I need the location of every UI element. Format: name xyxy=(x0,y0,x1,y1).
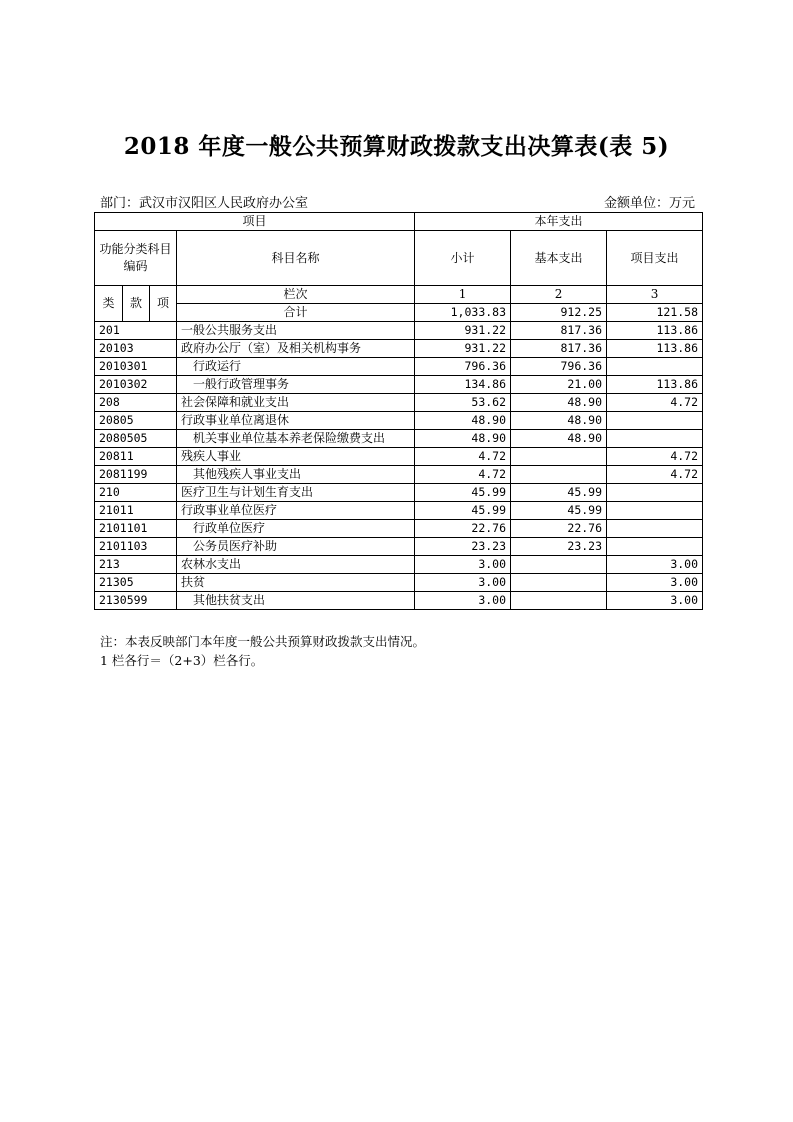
row-code: 2081199 xyxy=(95,466,177,484)
budget-table xyxy=(94,212,703,610)
total-basic: 912.25 xyxy=(511,304,607,322)
row-code: 20103 xyxy=(95,340,177,358)
table-row xyxy=(95,358,703,376)
row-code: 2080505 xyxy=(95,430,177,448)
row-basic xyxy=(511,466,607,484)
row-code: 201 xyxy=(95,322,177,340)
table-row xyxy=(95,394,703,412)
header-row-3 xyxy=(95,286,703,304)
row-code: 2101101 xyxy=(95,520,177,538)
row-subtotal: 3.00 xyxy=(415,556,511,574)
amount-unit-label: 金额单位：万元 xyxy=(603,196,695,211)
row-subject-name: 公务员医疗补助 xyxy=(177,538,415,556)
header-column-label: 栏次 xyxy=(177,286,415,304)
row-basic: 21.00 xyxy=(511,376,607,394)
row-project: 113.86 xyxy=(607,322,703,340)
row-project xyxy=(607,484,703,502)
row-project: 113.86 xyxy=(607,340,703,358)
row-basic xyxy=(511,574,607,592)
row-project: 3.00 xyxy=(607,556,703,574)
row-project xyxy=(607,358,703,376)
total-row xyxy=(95,304,703,322)
row-project xyxy=(607,430,703,448)
table-row xyxy=(95,556,703,574)
row-subtotal: 3.00 xyxy=(415,574,511,592)
row-basic: 48.90 xyxy=(511,412,607,430)
header-xiang: 项 xyxy=(150,286,177,322)
row-subject-name: 其他残疾人事业支出 xyxy=(177,466,415,484)
row-subtotal: 22.76 xyxy=(415,520,511,538)
row-code: 2010302 xyxy=(95,376,177,394)
row-project: 113.86 xyxy=(607,376,703,394)
row-subject-name: 政府办公厅（室）及相关机构事务 xyxy=(177,340,415,358)
row-subject-name: 行政事业单位离退休 xyxy=(177,412,415,430)
notes xyxy=(100,632,425,670)
row-subtotal: 53.62 xyxy=(415,394,511,412)
row-basic: 45.99 xyxy=(511,484,607,502)
row-project: 3.00 xyxy=(607,592,703,610)
row-subject-name: 机关事业单位基本养老保险缴费支出 xyxy=(177,430,415,448)
header-col3: 3 xyxy=(607,286,703,304)
header-col1: 1 xyxy=(415,286,511,304)
row-project xyxy=(607,502,703,520)
row-subject-name: 一般行政管理事务 xyxy=(177,376,415,394)
table-row xyxy=(95,340,703,358)
department-label: 部门：武汉市汉阳区人民政府办公室 xyxy=(100,196,309,211)
row-subtotal: 4.72 xyxy=(415,466,511,484)
row-code: 2130599 xyxy=(95,592,177,610)
row-subject-name: 行政事业单位医疗 xyxy=(177,502,415,520)
row-project: 4.72 xyxy=(607,466,703,484)
total-project: 121.58 xyxy=(607,304,703,322)
row-code: 2010301 xyxy=(95,358,177,376)
table-row xyxy=(95,466,703,484)
row-project: 4.72 xyxy=(607,448,703,466)
table-row xyxy=(95,592,703,610)
table-row xyxy=(95,322,703,340)
table-row xyxy=(95,538,703,556)
row-basic: 48.90 xyxy=(511,430,607,448)
header-subtotal: 小计 xyxy=(415,231,511,286)
table-row xyxy=(95,376,703,394)
row-basic: 796.36 xyxy=(511,358,607,376)
row-basic: 23.23 xyxy=(511,538,607,556)
row-basic xyxy=(511,556,607,574)
row-code: 20805 xyxy=(95,412,177,430)
row-code: 208 xyxy=(95,394,177,412)
header-lei: 类 xyxy=(95,286,123,322)
row-subject-name: 农林水支出 xyxy=(177,556,415,574)
row-project: 3.00 xyxy=(607,574,703,592)
row-subject-name: 社会保障和就业支出 xyxy=(177,394,415,412)
table-row xyxy=(95,448,703,466)
row-basic xyxy=(511,592,607,610)
row-project: 4.72 xyxy=(607,394,703,412)
row-basic xyxy=(511,448,607,466)
row-subject-name: 行政运行 xyxy=(177,358,415,376)
row-subtotal: 48.90 xyxy=(415,412,511,430)
row-basic: 22.76 xyxy=(511,520,607,538)
row-project xyxy=(607,412,703,430)
row-subject-name: 医疗卫生与计划生育支出 xyxy=(177,484,415,502)
header-basic: 基本支出 xyxy=(511,231,607,286)
row-code: 21011 xyxy=(95,502,177,520)
row-code: 20811 xyxy=(95,448,177,466)
header-project-expense: 项目支出 xyxy=(607,231,703,286)
row-subtotal: 931.22 xyxy=(415,322,511,340)
row-subtotal: 134.86 xyxy=(415,376,511,394)
table-row xyxy=(95,412,703,430)
row-basic: 817.36 xyxy=(511,322,607,340)
header-row-2 xyxy=(95,231,703,286)
row-subtotal: 45.99 xyxy=(415,502,511,520)
header-subject-name: 科目名称 xyxy=(177,231,415,286)
header-kuan: 款 xyxy=(123,286,150,322)
total-subtotal: 1,033.83 xyxy=(415,304,511,322)
table-row xyxy=(95,430,703,448)
row-basic: 817.36 xyxy=(511,340,607,358)
row-subject-name: 其他扶贫支出 xyxy=(177,592,415,610)
row-subtotal: 796.36 xyxy=(415,358,511,376)
row-subtotal: 23.23 xyxy=(415,538,511,556)
row-code: 210 xyxy=(95,484,177,502)
row-subtotal: 3.00 xyxy=(415,592,511,610)
row-project xyxy=(607,538,703,556)
row-code: 21305 xyxy=(95,574,177,592)
row-project xyxy=(607,520,703,538)
row-code: 2101103 xyxy=(95,538,177,556)
total-label: 合计 xyxy=(177,304,415,322)
note-line-2: 1 栏各行＝（2+3）栏各行。 xyxy=(100,653,264,668)
row-basic: 48.90 xyxy=(511,394,607,412)
row-subtotal: 45.99 xyxy=(415,484,511,502)
row-subtotal: 4.72 xyxy=(415,448,511,466)
row-subject-name: 一般公共服务支出 xyxy=(177,322,415,340)
note-line-1: 注：本表反映部门本年度一般公共预算财政拨款支出情况。 xyxy=(100,634,426,649)
table-row xyxy=(95,574,703,592)
row-subject-name: 扶贫 xyxy=(177,574,415,592)
row-subject-name: 行政单位医疗 xyxy=(177,520,415,538)
header-func-code: 功能分类科目编码 xyxy=(95,231,177,286)
header-current-year: 本年支出 xyxy=(415,213,703,231)
table-row xyxy=(95,502,703,520)
header-row-1 xyxy=(95,213,703,231)
header-project: 项目 xyxy=(95,213,415,231)
header-col2: 2 xyxy=(511,286,607,304)
row-subtotal: 48.90 xyxy=(415,430,511,448)
table-row xyxy=(95,484,703,502)
row-subtotal: 931.22 xyxy=(415,340,511,358)
row-basic: 45.99 xyxy=(511,502,607,520)
table-row xyxy=(95,520,703,538)
row-subject-name: 残疾人事业 xyxy=(177,448,415,466)
row-code: 213 xyxy=(95,556,177,574)
page-title: 2018 年度一般公共预算财政拨款支出决算表(表 5) xyxy=(123,133,670,160)
